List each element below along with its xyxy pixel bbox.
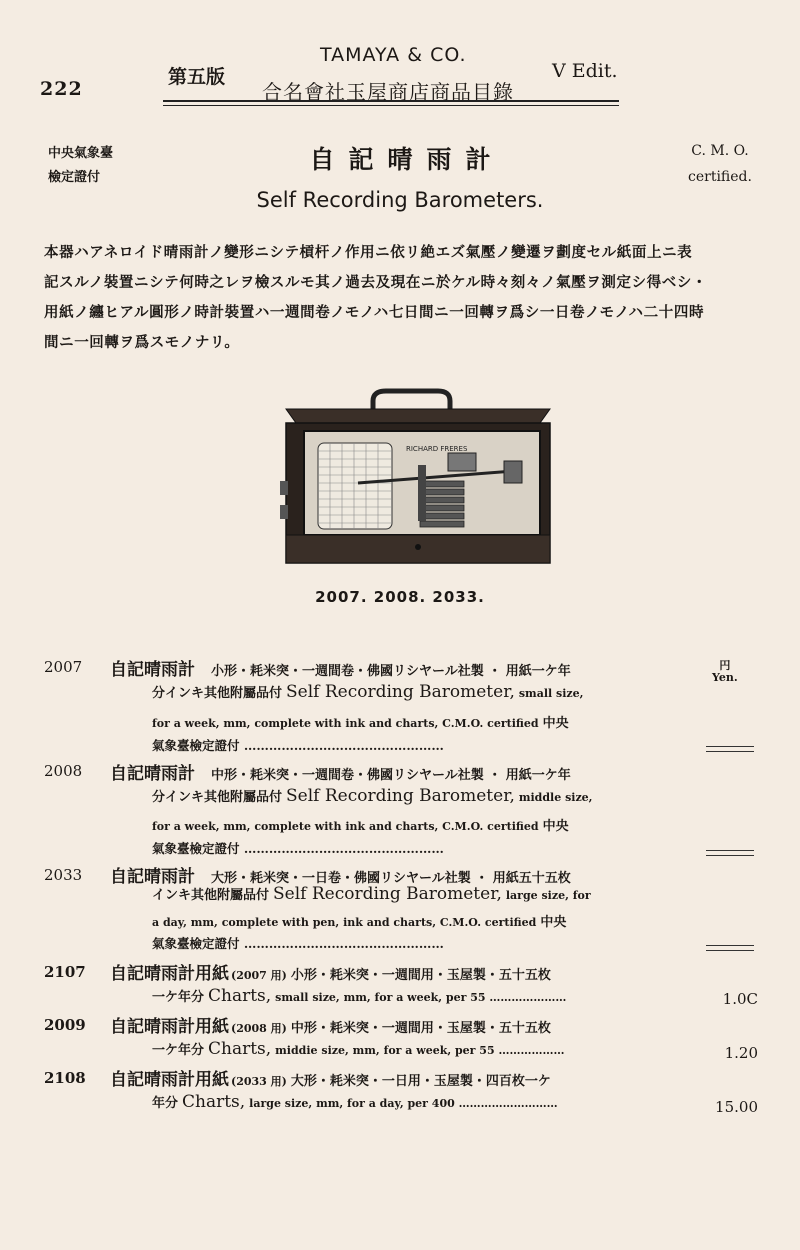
product-description	[44, 238, 754, 358]
entry-line	[152, 682, 583, 702]
entry-ref: (2008 用)	[231, 1022, 287, 1035]
entry-ref: (2007 用)	[231, 969, 287, 982]
entry-code: 2033	[44, 866, 83, 884]
entry-cert-line: 氣象臺檢定證付 …………………………………………	[152, 936, 444, 951]
entry-cert-line: 氣象臺檢定證付 …………………………………………	[152, 841, 444, 856]
entry-size-en: small size,	[518, 687, 584, 700]
company-name-jp: 合名會社玉屋商店商品目錄	[262, 80, 514, 104]
entry-period-jp: 一ケ年分	[152, 1043, 205, 1058]
entry-title-en: Self Recording Barometer,	[286, 786, 515, 806]
company-name-en: TAMAYA & CO.	[320, 44, 467, 66]
description-line: 用紙ノ纏ヒアル圓形ノ時計裝置ハ一週間卷ノモノハ七日間ニ一回轉ヲ爲シ一日卷ノモノハ二十四時	[44, 304, 705, 321]
description-line: 記スルノ裝置ニシテ何時之レヲ檢スルモ其ノ過去及現在ニ於ケル時々刻々ノ氣壓ヲ測定シ得ベシ・	[44, 274, 708, 291]
description-line: 本器ハアネロイド晴雨計ノ變形ニシテ槓杆ノ作用ニ依リ絶エズ氣壓ノ變遷ヲ劃度セル紙面上ニ表	[44, 244, 693, 261]
entry-line	[152, 884, 591, 904]
price-dash	[706, 850, 754, 856]
entry-spec-jp: 大形・耗米突・一日卷・佛國リシヤール社製 ・ 用紙五十五枚	[211, 871, 571, 886]
entry-title-en: Self Recording Barometer,	[273, 884, 502, 904]
figure-caption: 2007. 2008. 2033.	[315, 588, 485, 606]
entry-period-jp: 年分	[152, 1096, 179, 1111]
entry-title-en: Self Recording Barometer,	[286, 682, 515, 702]
entry-line	[152, 815, 569, 834]
entry-line	[152, 1092, 558, 1112]
entry-name: 自記晴雨計	[110, 764, 195, 784]
entry-ref: (2033 用)	[231, 1075, 287, 1088]
entry-line	[110, 1012, 551, 1037]
certification-jp-line2: 檢定證付	[48, 170, 101, 185]
entry-line	[152, 986, 566, 1006]
barometer-brand-text: RICHARD FRERES	[406, 445, 468, 453]
entry-detail-jp: 中央	[542, 716, 569, 731]
entry-spec-jp: 中形・耗米突・一週間用・玉屋製・五十五枚	[290, 1021, 551, 1036]
entry-detail-en: for a week, mm, complete with ink and charts, C.M.O. certified	[152, 820, 539, 833]
description-line: 間ニ一回轉ヲ爲スモノナリ。	[44, 334, 240, 351]
price-unit	[712, 660, 738, 684]
entry-price: 1.20	[724, 1044, 758, 1062]
entry-detail-en: a day, mm, complete with pen, ink and charts, C.M.O. certified	[152, 916, 537, 929]
entry-accessories-jp: 分インキ其他附屬品付	[152, 686, 283, 701]
entry-price: 1.0C	[722, 990, 758, 1008]
entry-size-en: large size, for	[505, 889, 591, 902]
entry-spec-jp: 中形・耗米突・一週間卷・佛國リシヤール社製 ・ 用紙一ケ年	[211, 768, 571, 783]
entry-line	[110, 959, 551, 984]
header-rule	[163, 100, 619, 102]
entry-code: 2108	[44, 1069, 86, 1087]
header-rule-thin	[163, 105, 619, 106]
entry-detail-en: large size, mm, for a day, per 400 ………………………	[249, 1097, 558, 1110]
entry-name: 自記晴雨計	[110, 867, 195, 887]
barometer-illustration	[278, 385, 558, 575]
entry-name: 自記晴雨計	[110, 660, 195, 680]
edition-en: V Edit.	[552, 60, 618, 82]
certification-jp-line1: 中央氣象臺	[48, 146, 114, 161]
edition-jp: 第五版	[168, 66, 226, 88]
entry-name: 自記晴雨計用紙	[110, 1017, 229, 1037]
entry-period-jp: 一ケ年分	[152, 990, 205, 1005]
entry-accessories-jp: インキ其他附屬品付	[152, 888, 270, 903]
page-title-en: Self Recording Barometers.	[256, 188, 544, 212]
entry-line	[152, 911, 566, 930]
entry-title-en: Charts,	[208, 986, 272, 1006]
entry-name: 自記晴雨計用紙	[110, 1070, 229, 1090]
entry-title-en: Charts,	[208, 1039, 272, 1059]
entry-detail-en: small size, mm, for a week, per 55 …………………	[275, 991, 567, 1004]
entry-cert-line: 氣象臺檢定證付 …………………………………………	[152, 738, 444, 753]
entry-line	[110, 655, 571, 680]
price-unit-jp: 円	[719, 659, 731, 672]
entry-detail-jp: 中央	[540, 915, 567, 930]
price-dash	[706, 945, 754, 951]
entry-line	[110, 759, 571, 784]
entry-spec-jp: 大形・耗米突・一日用・玉屋製・四百枚一ケ	[290, 1074, 551, 1089]
price-unit-en: Yen.	[712, 671, 738, 684]
entry-line	[110, 1065, 551, 1090]
entry-code: 2007	[44, 658, 83, 676]
price-dash	[706, 746, 754, 752]
entry-size-en: middle size,	[518, 791, 593, 804]
page-title-jp: 自記晴雨計	[309, 145, 505, 174]
entry-accessories-jp: 分インキ其他附屬品付	[152, 790, 283, 805]
entry-line	[152, 786, 593, 806]
certification-en-line1: C. M. O.	[691, 143, 749, 159]
entry-line	[152, 712, 569, 731]
entry-code: 2107	[44, 963, 86, 981]
entry-detail-en: for a week, mm, complete with ink and charts, C.M.O. certified	[152, 717, 539, 730]
page-number: 222	[40, 78, 83, 100]
certification-en-line2: certified.	[688, 169, 752, 185]
entry-title-en: Charts,	[182, 1092, 246, 1112]
entry-price: 15.00	[715, 1098, 758, 1116]
entry-spec-jp: 小形・耗米突・一週間用・玉屋製・五十五枚	[290, 968, 551, 983]
entry-line	[152, 1039, 564, 1059]
entry-code: 2008	[44, 762, 83, 780]
entry-code: 2009	[44, 1016, 86, 1034]
entry-detail-jp: 中央	[542, 819, 569, 834]
entry-name: 自記晴雨計用紙	[110, 964, 229, 984]
entry-detail-en: middie size, mm, for a week, per 55 ………………	[275, 1044, 565, 1057]
entry-spec-jp: 小形・耗米突・一週間卷・佛國リシヤール社製 ・ 用紙一ケ年	[211, 664, 571, 679]
